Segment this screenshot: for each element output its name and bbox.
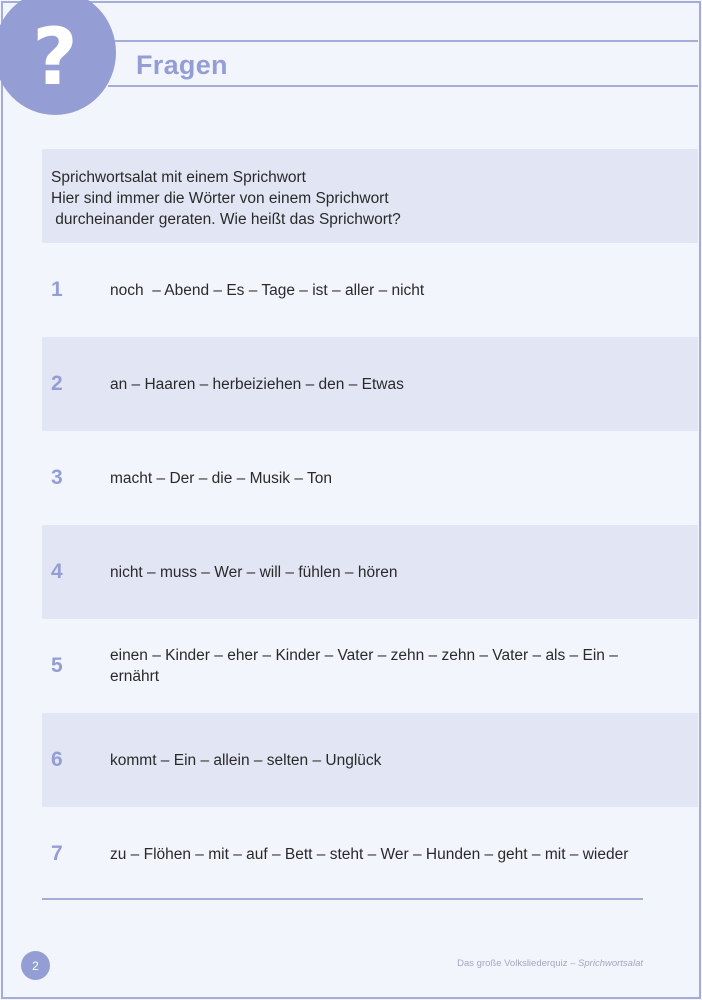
question-number: 3 xyxy=(51,466,63,489)
question-text: nicht – muss – Wer – will – fühlen – hören xyxy=(110,563,398,581)
intro-line: durcheinander geraten. Wie heißt das Sprichwort? xyxy=(51,211,401,228)
footer-book-title: Das große Volksliederquiz – xyxy=(457,958,579,969)
question-text: an – Haaren – herbeiziehen – den – Etwas xyxy=(110,375,404,393)
question-number: 2 xyxy=(51,372,63,395)
question-row xyxy=(42,337,698,431)
question-text: macht – Der – die – Musik – Ton xyxy=(110,469,332,487)
footer-rule xyxy=(42,898,643,900)
question-text: kommt – Ein – allein – selten – Unglück xyxy=(110,751,382,769)
question-list xyxy=(42,243,698,901)
question-text: einen – Kinder – eher – Kinder – Vater – zehn – zehn – Vater – als – Ein – ernährt xyxy=(110,647,623,685)
question-mark-icon: ? xyxy=(32,12,78,103)
question-row xyxy=(42,431,698,525)
footer-section: Sprichwortsalat xyxy=(578,958,643,969)
footer-caption xyxy=(457,958,643,969)
question-number: 5 xyxy=(51,654,63,677)
page-number-badge: 2 xyxy=(21,951,50,980)
question-number: 7 xyxy=(51,842,63,865)
question-number: 4 xyxy=(51,560,63,583)
header-rule-top xyxy=(108,40,698,42)
question-row xyxy=(42,807,698,901)
question-row xyxy=(42,525,698,619)
question-number: 1 xyxy=(51,278,63,301)
question-number: 6 xyxy=(51,748,63,771)
question-row xyxy=(42,713,698,807)
question-text: zu – Flöhen – mit – auf – Bett – steht – Wer – Hunden – geht – mit – wieder xyxy=(110,845,629,863)
intro-line: Sprichwortsalat mit einem Sprichwort xyxy=(51,169,306,186)
intro-box xyxy=(42,149,698,243)
question-row xyxy=(42,619,698,713)
header-rule-bottom xyxy=(108,85,698,87)
intro-line: Hier sind immer die Wörter von einem Sprichwort xyxy=(51,190,389,207)
question-row xyxy=(42,243,698,337)
page-title: Fragen xyxy=(136,50,228,80)
question-text: noch – Abend – Es – Tage – ist – aller – nicht xyxy=(110,281,425,299)
